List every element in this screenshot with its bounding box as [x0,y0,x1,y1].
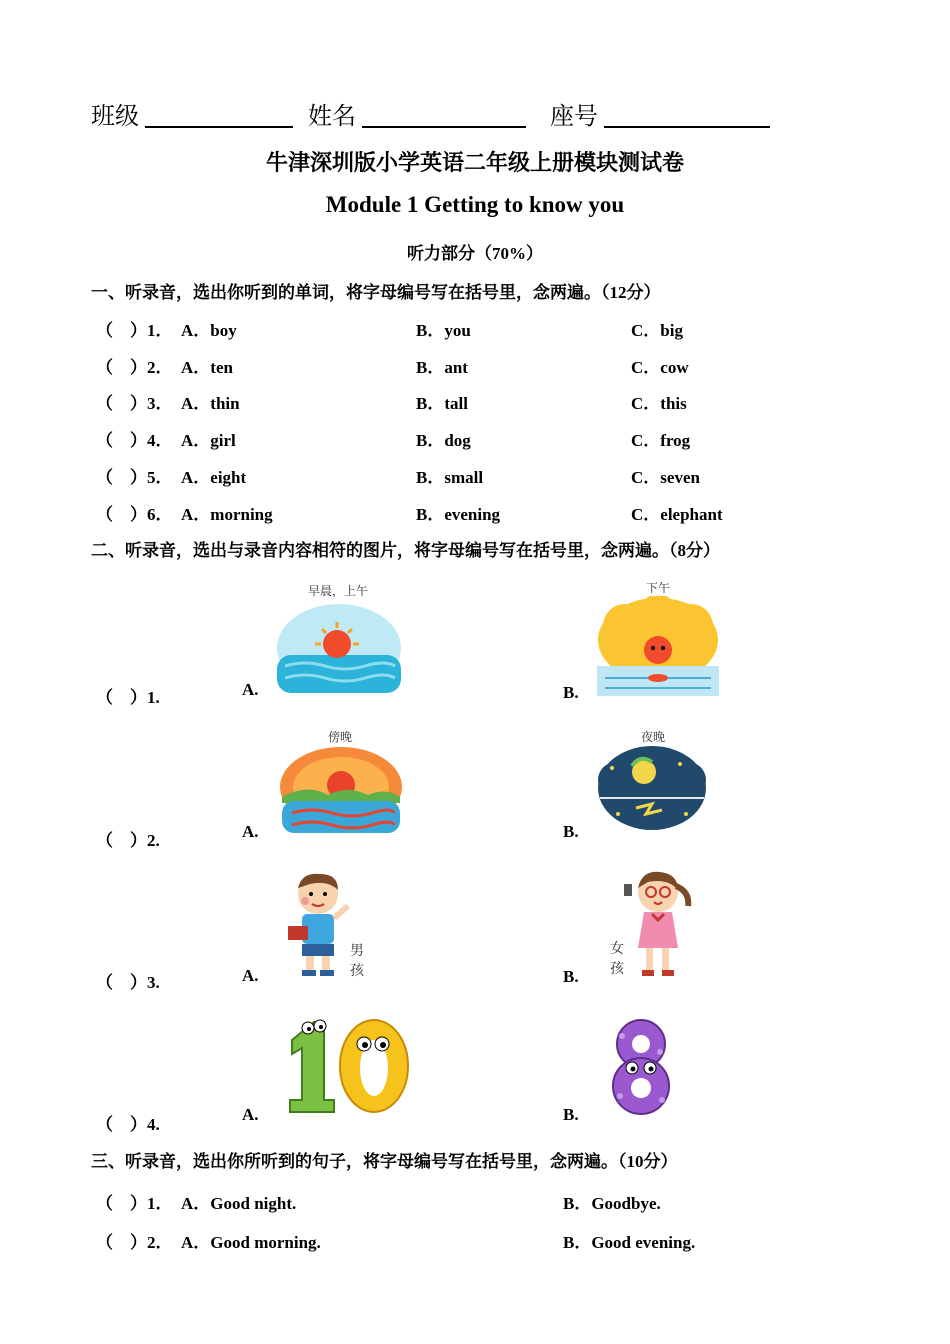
q2-4-number: （ ）4. [96,1115,160,1134]
q1-1-number: （ ）1． [96,321,173,340]
name-field [308,96,526,131]
class-field [91,96,293,131]
name-blank[interactable] [362,102,526,128]
q1-4-option-b: B．dog [416,431,471,450]
q2-3-number: （ ）3. [96,973,160,992]
q1-3-option-a: A．thin [181,394,240,413]
boy-icon [280,868,360,980]
q1-2-number: （ ）2． [96,358,173,377]
q2-1-number: （ ）1. [96,688,160,707]
page-title: 牛津深圳版小学英语二年级上册模块测试卷 [265,150,684,175]
q2-3-caption-a: 男孩 [350,943,364,979]
q1-4-option-a: A．girl [181,431,236,450]
q2-2-label-a: A. [242,822,259,841]
q2-2-number: （ ）2. [96,831,160,850]
module-title: Module 1 Getting to know you [325,192,625,217]
night-moon-icon [596,744,708,834]
evening-sunset-icon [278,745,404,837]
q3-1-option-a: A．Good night. [181,1194,297,1213]
number-eight-icon [598,1016,684,1116]
q1-4-number: （ ）4． [96,431,173,450]
section1-instruction: 一、听录音，选出你听到的单词，将字母编号写在括号里，念两遍。（12分） [91,283,661,302]
seat-label: 座号 [550,104,598,130]
q3-2-option-a: A．Good morning. [181,1233,321,1252]
q2-1-label-b: B. [563,683,579,702]
q1-3-option-b: B．tall [416,394,468,413]
q3-2-number: （ ）2． [96,1233,173,1252]
q1-3-option-c: C．this [631,394,687,413]
section2-instruction: 二、听录音，选出与录音内容相符的图片，将字母编号写在括号里，念两遍。（8分） [91,541,720,560]
q2-2-label-b: B. [563,822,579,841]
q1-6-option-a: A．morning [181,505,273,524]
section3-instruction: 三、听录音，选出你所听到的句子，将字母编号写在括号里，念两遍。（10分） [91,1152,678,1171]
q2-2-caption-a: 傍晚 [328,730,353,744]
number-ten-icon [278,1014,410,1116]
q1-2-option-b: B．ant [416,358,468,377]
q1-5-option-a: A．eight [181,468,247,487]
listening-title: 听力部分（70%） [407,244,543,263]
q2-1-caption-a: 早晨，上午 [308,584,369,598]
q2-3-caption-b: 女孩 [610,941,624,977]
seat-field [550,96,770,131]
seat-blank[interactable] [604,102,770,128]
q1-2-option-c: C．cow [631,358,689,377]
q1-6-number: （ ）6． [96,505,173,524]
q1-3-number: （ ）3． [96,394,173,413]
q1-1-option-b: B．you [416,321,471,340]
girl-icon [612,866,702,980]
q2-4-label-b: B. [563,1105,579,1124]
q1-6-option-b: B．evening [416,505,501,524]
q3-1-option-b: B．Goodbye. [563,1194,661,1213]
q2-1-label-a: A. [242,680,259,699]
q1-5-option-b: B．small [416,468,484,487]
morning-sun-icon [275,600,403,695]
q2-1-caption-b: 下午 [646,581,671,595]
q2-3-label-b: B. [563,967,579,986]
q2-4-label-a: A. [242,1105,259,1124]
q1-5-number: （ ）5． [96,468,173,487]
afternoon-sun-icon [595,596,721,698]
q1-1-option-a: A．boy [181,321,237,340]
q3-1-number: （ ）1． [96,1194,173,1213]
class-blank[interactable] [145,102,293,128]
q2-2-caption-b: 夜晚 [641,730,666,744]
q1-1-option-c: C．big [631,321,683,340]
class-label: 班级 [91,104,139,130]
q1-6-option-c: C．elephant [631,505,723,524]
q1-4-option-c: C．frog [631,431,691,450]
q3-2-option-b: B．Good evening. [563,1233,696,1252]
q1-5-option-c: C．seven [631,468,700,487]
q1-2-option-a: A．ten [181,358,233,377]
q2-3-label-a: A. [242,966,259,985]
name-label: 姓名 [308,104,356,130]
